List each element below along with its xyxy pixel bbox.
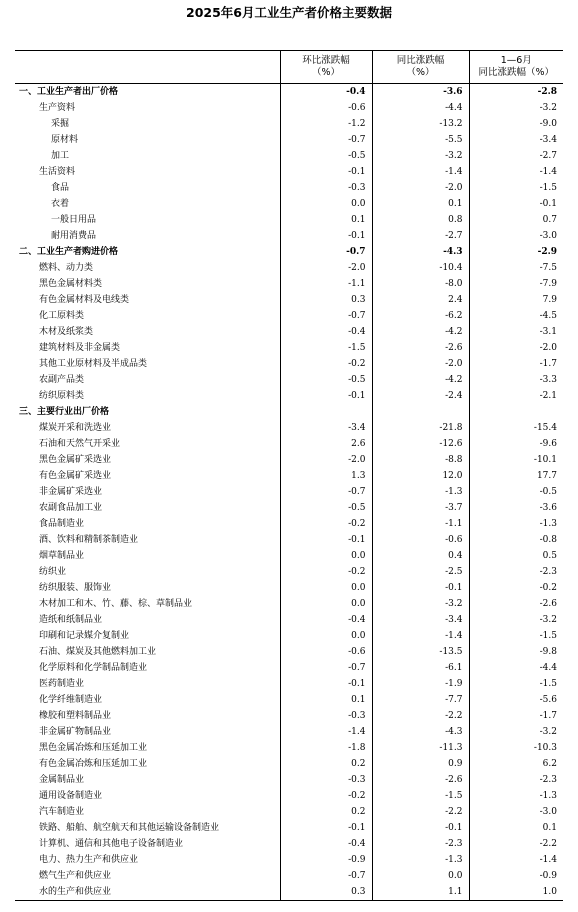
cell-mom: 0.0 [280,628,372,644]
table-row [15,676,563,692]
cell-ytd: -1.4 [469,852,563,868]
cell-ytd: 1.0 [469,884,563,901]
cell-yoy [372,404,469,420]
table-row [15,500,563,516]
cell-mom: 0.0 [280,548,372,564]
cell-mom: -0.1 [280,228,372,244]
row-label: 黑色金属冶炼和压延加工业 [39,743,148,753]
cell-ytd: -0.5 [469,484,563,500]
cell-mom: -0.6 [280,100,372,116]
cell-mom: -0.5 [280,148,372,164]
row-label: 金属制品业 [39,775,85,785]
table-row [15,548,563,564]
cell-yoy: -2.6 [372,772,469,788]
table-row [15,692,563,708]
cell-mom: 1.3 [280,468,372,484]
table-row [15,660,563,676]
cell-ytd: -2.3 [469,772,563,788]
row-label: 纺织原料类 [39,391,85,401]
cell-ytd: -2.2 [469,836,563,852]
cell-yoy: -13.5 [372,644,469,660]
cell-yoy: -6.2 [372,308,469,324]
cell-ytd: -4.4 [469,660,563,676]
table-header-row [15,51,563,84]
cell-mom: 0.0 [280,196,372,212]
cell-ytd: -3.2 [469,612,563,628]
row-label: 医药制造业 [39,679,85,689]
cell-yoy: -2.6 [372,340,469,356]
row-label: 二、工业生产者购进价格 [19,247,119,257]
table-row [15,196,563,212]
cell-mom: 0.0 [280,596,372,612]
cell-yoy: -11.3 [372,740,469,756]
cell-ytd: -2.7 [469,148,563,164]
cell-yoy: 2.4 [372,292,469,308]
cell-mom: -0.2 [280,356,372,372]
table-row [15,740,563,756]
row-label: 电力、热力生产和供应业 [39,855,139,865]
table-row [15,580,563,596]
price-data-table [15,50,563,901]
row-label: 有色金属矿采选业 [39,471,112,481]
cell-ytd: 0.5 [469,548,563,564]
cell-mom: -0.1 [280,164,372,180]
cell-yoy: -7.7 [372,692,469,708]
cell-yoy: 0.4 [372,548,469,564]
row-label: 橡胶和塑料制品业 [39,711,112,721]
cell-ytd: -1.5 [469,180,563,196]
row-label: 化工原料类 [39,311,85,321]
row-label: 汽车制造业 [39,807,85,817]
row-label: 食品 [51,183,70,193]
cell-yoy: -3.2 [372,148,469,164]
cell-yoy: -4.2 [372,372,469,388]
cell-ytd: -9.0 [469,116,563,132]
cell-ytd: -1.5 [469,676,563,692]
cell-yoy: 1.1 [372,884,469,901]
cell-mom: -0.7 [280,868,372,884]
cell-yoy: -4.4 [372,100,469,116]
table-row [15,420,563,436]
row-label: 三、主要行业出厂价格 [19,407,110,417]
row-label: 铁路、船舶、航空航天和其他运输设备制造业 [39,823,220,833]
cell-yoy: -10.4 [372,260,469,276]
cell-mom: -0.6 [280,644,372,660]
row-label: 烟草制品业 [39,551,85,561]
table-row [15,628,563,644]
table-row [15,532,563,548]
cell-ytd: -0.1 [469,196,563,212]
cell-mom: -1.2 [280,116,372,132]
cell-ytd: -3.0 [469,228,563,244]
row-label: 纺织服装、服饰业 [39,583,112,593]
cell-yoy: -2.3 [372,836,469,852]
cell-mom: -2.0 [280,260,372,276]
cell-mom: 2.6 [280,436,372,452]
table-row [15,596,563,612]
cell-mom: -1.4 [280,724,372,740]
cell-ytd: -1.3 [469,788,563,804]
cell-ytd: -15.4 [469,420,563,436]
cell-yoy: -2.0 [372,356,469,372]
table-row [15,324,563,340]
table-row [15,116,563,132]
table-body [15,84,563,901]
table-row [15,372,563,388]
cell-yoy: -1.1 [372,516,469,532]
table-row [15,884,563,901]
cell-ytd: 6.2 [469,756,563,772]
row-label: 通用设备制造业 [39,791,103,801]
cell-mom [280,404,372,420]
cell-ytd: -3.2 [469,724,563,740]
table-row [15,388,563,404]
row-label: 生产资料 [39,103,76,113]
row-label: 黑色金属材料类 [39,279,103,289]
cell-ytd: -1.3 [469,516,563,532]
cell-mom: 0.1 [280,692,372,708]
row-label: 生活资料 [39,167,76,177]
cell-yoy: -3.4 [372,612,469,628]
row-label: 化学原料和化学制品制造业 [39,663,148,673]
cell-mom: -0.7 [280,132,372,148]
row-label: 一、工业生产者出厂价格 [19,87,119,97]
cell-mom: -1.1 [280,276,372,292]
cell-ytd: -3.3 [469,372,563,388]
table-row [15,516,563,532]
table-row [15,644,563,660]
cell-ytd: -7.5 [469,260,563,276]
table-row [15,404,563,420]
cell-yoy: -0.6 [372,532,469,548]
row-label: 石油和天然气开采业 [39,439,121,449]
row-label: 燃料、动力类 [39,263,94,273]
cell-yoy: 0.1 [372,196,469,212]
cell-yoy: -4.3 [372,724,469,740]
cell-mom: -0.1 [280,820,372,836]
cell-yoy: -12.6 [372,436,469,452]
cell-mom: -0.1 [280,388,372,404]
cell-ytd: -1.4 [469,164,563,180]
table-row [15,228,563,244]
cell-yoy: -6.1 [372,660,469,676]
header-ytd: 1—6月 同比涨跌幅（%） [469,51,563,84]
cell-mom: -0.7 [280,244,372,260]
cell-ytd: -2.1 [469,388,563,404]
table-row [15,164,563,180]
row-label: 其他工业原材料及半成品类 [39,359,148,369]
cell-ytd: -4.5 [469,308,563,324]
cell-mom: 0.3 [280,884,372,901]
row-label: 木材及纸浆类 [39,327,94,337]
table-row [15,820,563,836]
cell-mom: 0.3 [280,292,372,308]
cell-ytd: -2.3 [469,564,563,580]
cell-yoy: -1.9 [372,676,469,692]
table-row [15,436,563,452]
cell-yoy: -3.2 [372,596,469,612]
table-row [15,868,563,884]
table-row [15,852,563,868]
cell-ytd: -7.9 [469,276,563,292]
header-mom: 环比涨跌幅 （%） [280,51,372,84]
row-label: 化学纤维制造业 [39,695,103,705]
cell-ytd: -10.3 [469,740,563,756]
table-row [15,148,563,164]
cell-mom: -3.4 [280,420,372,436]
table-row [15,132,563,148]
table-row [15,772,563,788]
cell-yoy: 0.8 [372,212,469,228]
cell-yoy: -5.5 [372,132,469,148]
table-row [15,484,563,500]
cell-mom: -2.0 [280,452,372,468]
cell-mom: -0.9 [280,852,372,868]
row-label: 一般日用品 [51,215,97,225]
cell-ytd: -2.6 [469,596,563,612]
cell-mom: 0.0 [280,580,372,596]
cell-ytd: -3.0 [469,804,563,820]
row-label: 建筑材料及非金属类 [39,343,121,353]
cell-ytd: -0.9 [469,868,563,884]
cell-yoy: -2.5 [372,564,469,580]
cell-yoy: -1.4 [372,628,469,644]
row-label: 农副食品加工业 [39,503,103,513]
table-row [15,804,563,820]
row-label: 印刷和记录媒介复制业 [39,631,130,641]
cell-yoy: -1.5 [372,788,469,804]
row-label: 原材料 [51,135,79,145]
cell-yoy: 0.0 [372,868,469,884]
cell-yoy: -2.2 [372,804,469,820]
cell-ytd: 0.7 [469,212,563,228]
cell-yoy: -3.6 [372,84,469,101]
cell-ytd: -2.9 [469,244,563,260]
cell-mom: -0.4 [280,84,372,101]
cell-ytd: -1.7 [469,708,563,724]
table-row [15,836,563,852]
cell-yoy: -2.0 [372,180,469,196]
table-row [15,276,563,292]
row-label: 非金属矿物制品业 [39,727,112,737]
cell-ytd: -3.1 [469,324,563,340]
cell-yoy: -3.7 [372,500,469,516]
cell-yoy: -8.8 [372,452,469,468]
table-row [15,356,563,372]
cell-yoy: 12.0 [372,468,469,484]
row-label: 煤炭开采和洗选业 [39,423,112,433]
cell-yoy: -1.3 [372,852,469,868]
table-row [15,308,563,324]
cell-ytd: -0.2 [469,580,563,596]
cell-ytd: -2.8 [469,84,563,101]
cell-mom: -0.1 [280,676,372,692]
cell-ytd: -10.1 [469,452,563,468]
cell-mom: -0.5 [280,372,372,388]
row-label: 耐用消费品 [51,231,97,241]
cell-ytd: -1.5 [469,628,563,644]
row-label: 黑色金属矿采选业 [39,455,112,465]
table-row [15,612,563,628]
table-row [15,212,563,228]
cell-yoy: -8.0 [372,276,469,292]
cell-ytd: 17.7 [469,468,563,484]
row-label: 衣着 [51,199,70,209]
row-label: 加工 [51,151,70,161]
cell-mom: -0.3 [280,772,372,788]
table-row [15,100,563,116]
header-yoy: 同比涨跌幅 （%） [372,51,469,84]
table-row [15,468,563,484]
cell-yoy: -0.1 [372,820,469,836]
cell-mom: -0.4 [280,612,372,628]
cell-mom: -0.2 [280,564,372,580]
table-row [15,180,563,196]
cell-ytd: -3.6 [469,500,563,516]
table-row [15,244,563,260]
cell-mom: 0.2 [280,804,372,820]
cell-ytd: -9.8 [469,644,563,660]
cell-yoy: -4.3 [372,244,469,260]
cell-yoy: -21.8 [372,420,469,436]
page-title: 2025年6月工业生产者价格主要数据 [186,5,392,20]
cell-mom: -0.4 [280,324,372,340]
cell-yoy: -1.3 [372,484,469,500]
cell-mom: -1.8 [280,740,372,756]
cell-yoy: -0.1 [372,580,469,596]
cell-mom: -1.5 [280,340,372,356]
cell-yoy: -1.4 [372,164,469,180]
cell-mom: -0.2 [280,788,372,804]
table-row [15,340,563,356]
row-label: 酒、饮料和精制茶制造业 [39,535,139,545]
table-row [15,452,563,468]
table-row [15,564,563,580]
cell-mom: -0.3 [280,708,372,724]
cell-mom: -0.1 [280,532,372,548]
row-label: 采掘 [51,119,70,129]
cell-ytd: 0.1 [469,820,563,836]
table-row [15,84,563,101]
cell-mom: -0.7 [280,308,372,324]
cell-mom: -0.7 [280,660,372,676]
row-label: 纺织业 [39,567,67,577]
table-row [15,724,563,740]
cell-mom: -0.3 [280,180,372,196]
cell-ytd [469,404,563,420]
row-label: 水的生产和供应业 [15,884,280,901]
cell-ytd: 7.9 [469,292,563,308]
row-label: 有色金属材料及电线类 [39,295,130,305]
cell-mom: 0.2 [280,756,372,772]
cell-yoy: -2.4 [372,388,469,404]
cell-mom: -0.7 [280,484,372,500]
row-label: 木材加工和木、竹、藤、棕、草制品业 [39,599,193,609]
cell-yoy: -13.2 [372,116,469,132]
cell-mom: -0.5 [280,500,372,516]
table-row [15,788,563,804]
table-row [15,708,563,724]
row-label: 计算机、通信和其他电子设备制造业 [39,839,184,849]
table-row [15,260,563,276]
cell-ytd: -2.0 [469,340,563,356]
cell-yoy: -2.7 [372,228,469,244]
cell-ytd: -5.6 [469,692,563,708]
row-label: 农副产品类 [39,375,85,385]
cell-ytd: -9.6 [469,436,563,452]
row-label: 造纸和纸制品业 [39,615,103,625]
cell-ytd: -3.2 [469,100,563,116]
cell-yoy: 0.9 [372,756,469,772]
row-label: 有色金属冶炼和压延加工业 [39,759,148,769]
cell-ytd: -0.8 [469,532,563,548]
cell-yoy: -2.2 [372,708,469,724]
table-row [15,292,563,308]
cell-ytd: -3.4 [469,132,563,148]
header-item [15,51,280,84]
row-label: 燃气生产和供应业 [39,871,112,881]
cell-mom: 0.1 [280,212,372,228]
cell-mom: -0.2 [280,516,372,532]
row-label: 非金属矿采选业 [39,487,103,497]
cell-yoy: -4.2 [372,324,469,340]
cell-mom: -0.4 [280,836,372,852]
cell-ytd: -1.7 [469,356,563,372]
table-row [15,756,563,772]
row-label: 石油、煤炭及其他燃料加工业 [39,647,157,657]
row-label: 食品制造业 [39,519,85,529]
